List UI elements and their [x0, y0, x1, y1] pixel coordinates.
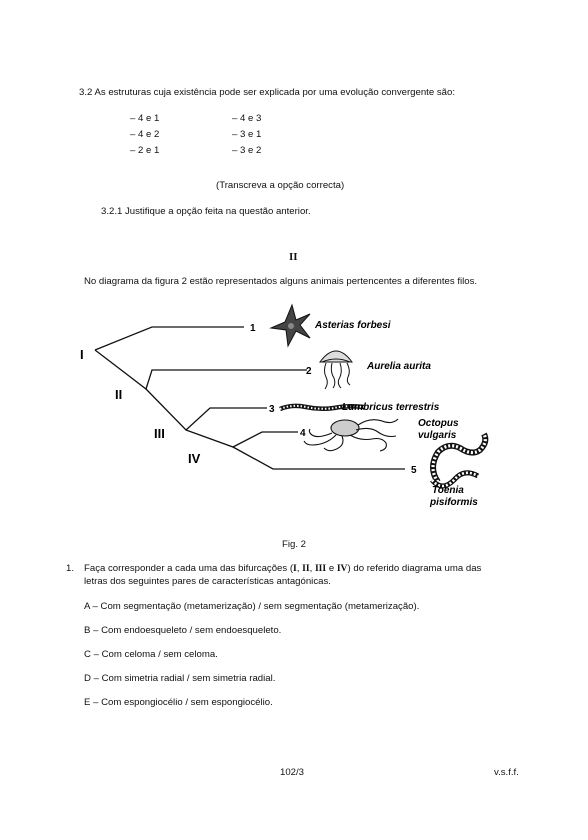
- figure-caption: Fig. 2: [282, 539, 306, 550]
- species-octopus-line2: vulgaris: [418, 430, 457, 441]
- pair-E: E – Com espongiocélio / sem espongiocélio.: [84, 697, 273, 708]
- q1-bifurcation-I: I: [293, 563, 297, 574]
- branch-2: [95, 350, 307, 389]
- q1-bifurcation-II: II: [302, 563, 310, 574]
- option-right-1: – 4 e 3: [232, 113, 262, 124]
- pair-A: A – Com segmentação (metamerização) / sem segmentação (metamerização).: [84, 601, 420, 612]
- phylogenetic-diagram: [60, 300, 530, 515]
- question-1-number: 1.: [66, 563, 75, 574]
- question-3-2-stem: 3.2 As estruturas cuja existência pode ser explicada por uma evolução convergente são:: [79, 87, 455, 98]
- pair-D: D – Com simetria radial / sem simetria radial.: [84, 673, 276, 684]
- q1-text-a: Faça corresponder a cada uma das bifurcações (: [84, 563, 294, 574]
- node-label-III: III: [154, 426, 165, 441]
- species-toenia-line2: pisiformis: [430, 497, 478, 508]
- branch-1: [95, 327, 244, 350]
- continue-note: v.s.f.f.: [494, 767, 519, 778]
- species-lumbricus: Lumbricus terrestris: [342, 402, 440, 413]
- pair-C: C – Com celoma / sem celoma.: [84, 649, 218, 660]
- starfish-icon: [271, 305, 310, 346]
- node-label-II: II: [115, 387, 123, 402]
- question-1-line1: [84, 563, 481, 574]
- tree-lines: [95, 327, 405, 469]
- page-number: 102/3: [280, 767, 305, 778]
- species-octopus-line1: Octopus: [418, 418, 459, 429]
- option-right-2: – 3 e 1: [232, 129, 262, 140]
- question-1-line2: letras dos seguintes pares de características antagónicas.: [84, 576, 331, 587]
- tip-number-1: 1: [250, 323, 256, 334]
- octopus-icon: [304, 419, 398, 451]
- instruction: (Transcreva a opção correcta): [216, 180, 345, 191]
- option-left-3: – 2 e 1: [130, 145, 160, 156]
- species-toenia-line1: Toenia: [432, 485, 464, 496]
- q1-bifurcation-III: III: [314, 563, 327, 574]
- section-numeral: II: [289, 251, 298, 263]
- option-left-1: – 4 e 1: [130, 113, 160, 124]
- branch-3: [146, 389, 267, 430]
- tapeworm-icon: [432, 434, 485, 486]
- q1-text-b: ) do referido diagrama uma das: [347, 563, 482, 574]
- node-label-IV: IV: [188, 451, 201, 466]
- tip-number-4: 4: [300, 428, 306, 439]
- section-intro: No diagrama da figura 2 estão representados alguns animais pertencentes a diferentes filos.: [84, 276, 478, 287]
- species-asterias: Asterias forbesi: [315, 320, 391, 331]
- q1-bifurcation-IV: IV: [336, 563, 348, 574]
- tip-number-3: 3: [269, 404, 275, 415]
- species-aurelia: Aurelia aurita: [367, 361, 431, 372]
- node-label-I: I: [80, 347, 84, 362]
- q1-sep-3: e: [328, 563, 335, 574]
- q1-sep-1: ,: [296, 563, 300, 574]
- branch-4: [186, 430, 298, 447]
- q1-sep-2: ,: [309, 563, 313, 574]
- question-3-2-1: 3.2.1 Justifique a opção feita na questão anterior.: [101, 206, 311, 217]
- option-left-2: – 4 e 2: [130, 129, 160, 140]
- jellyfish-icon: [320, 351, 352, 389]
- pair-B: B – Com endoesqueleto / sem endoesqueleto.: [84, 625, 282, 636]
- branch-5: [233, 447, 405, 469]
- tip-number-2: 2: [306, 366, 312, 377]
- tip-number-5: 5: [411, 465, 417, 476]
- option-right-3: – 3 e 2: [232, 145, 262, 156]
